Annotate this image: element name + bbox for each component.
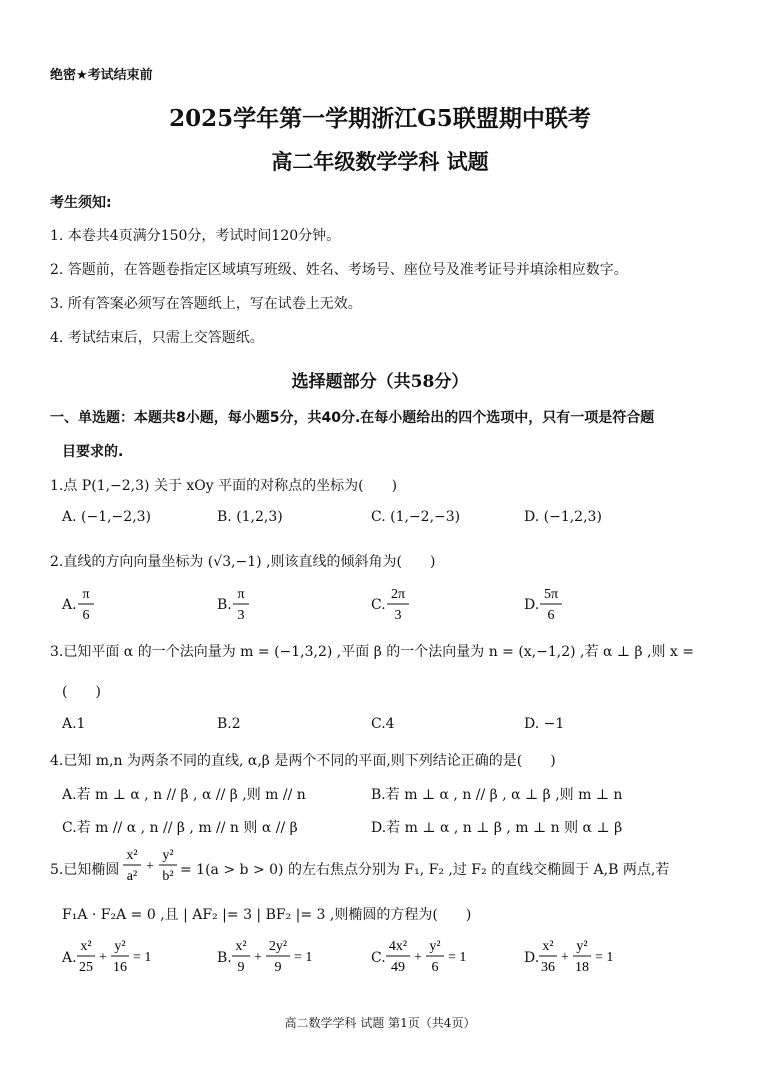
question-1-option-a: A. (−1,−2,3): [62, 509, 152, 525]
question-2-option-c: C.: [371, 597, 386, 613]
question-1-option-c: C. (1,−2,−3): [371, 509, 461, 525]
question-2-option-d: D.: [524, 597, 540, 613]
question-5-ellipse-equation: [122, 845, 180, 885]
plus-sign: +: [561, 950, 569, 965]
fraction-denominator: 6: [82, 608, 90, 623]
equals-one: = 1: [133, 950, 152, 965]
section-title: 选择题部分（共58分）: [291, 372, 469, 392]
fraction-denominator: 18: [575, 960, 589, 975]
notice-heading: 考生须知:: [50, 195, 112, 211]
fraction-numerator: 4x²: [388, 939, 408, 954]
fraction-denominator: 49: [391, 960, 405, 975]
fraction-numerator: y²: [162, 848, 174, 863]
fraction-denominator: 3: [237, 608, 245, 623]
equals-one: = 1: [595, 950, 614, 965]
notice-item-2: 2. 答题前，在答题卷指定区域填写班级、姓名、考场号、座位号及准考证号并填涂相应数字。: [50, 262, 628, 278]
question-5-option-b-equation: [231, 936, 327, 976]
question-2-option-d-fraction: [538, 584, 564, 624]
question-2-option-b-fraction: [231, 584, 251, 624]
question-2-option-a: A.: [62, 597, 77, 613]
fraction-numerator: 5π: [543, 587, 559, 602]
fraction-numerator: x²: [542, 939, 554, 954]
section-instruction-line1: 一、单选题：本题共8小题，每小题5分，共40分.在每小题给出的四个选项中，只有一项是符合题: [50, 410, 655, 426]
confidential-label: 绝密★考试结束前: [50, 68, 153, 83]
question-2-option-c-fraction: [385, 584, 411, 624]
fraction-numerator: x²: [80, 939, 92, 954]
notice-item-3: 3. 所有答案必须写在答题纸上，写在试卷上无效。: [50, 296, 362, 312]
fraction-numerator: y²: [114, 939, 126, 954]
question-5-option-c-equation: [385, 936, 481, 976]
question-5-option-d: D.: [524, 950, 540, 966]
question-2-stem: 2.直线的方向向量坐标为 (√3,−1) ,则该直线的倾斜角为( ): [50, 554, 436, 570]
question-3-stem: 3.已知平面 α 的一个法向量为 m = (−1,3,2) ,平面 β 的一个法向量为 n = (x,−1,2) ,若 α ⊥ β ,则 x =: [50, 644, 694, 660]
plus-sign: +: [99, 950, 107, 965]
plus-sign: +: [414, 950, 422, 965]
equals-one: = 1: [294, 950, 313, 965]
question-1-stem: 1.点 P(1,−2,3) 关于 xOy 平面的对称点的坐标为( ): [50, 478, 398, 494]
fraction-numerator: π: [82, 587, 90, 602]
question-1-option-d: D. (−1,2,3): [524, 509, 602, 525]
fraction-numerator: 2y²: [268, 939, 288, 954]
question-4-option-d: D.若 m ⊥ α , n ⊥ β , m ⊥ n 则 α ⊥ β: [371, 820, 623, 836]
fraction-numerator: y²: [576, 939, 588, 954]
equals-one: = 1: [448, 950, 467, 965]
fraction-numerator: x²: [235, 939, 247, 954]
plus-sign: +: [254, 950, 262, 965]
fraction-denominator: 9: [237, 960, 245, 975]
question-2-option-a-fraction: [76, 584, 96, 624]
question-2-option-b: B.: [217, 597, 232, 613]
exam-subtitle: 高二年级数学学科 试题: [271, 149, 489, 174]
question-5-stem-start: 5.已知椭圆: [50, 862, 120, 878]
fraction-numerator: x²: [126, 848, 138, 863]
fraction-denominator: 36: [541, 960, 555, 975]
section-instruction-line2: 目要求的.: [62, 444, 124, 460]
fraction-numerator: 2π: [390, 587, 406, 602]
fraction-denominator: 3: [394, 608, 402, 623]
question-5-stem-end: = 1(a > b > 0) 的左右焦点分别为 F₁, F₂ ,过 F₂ 的直线交椭圆于 A,B 两点,若: [180, 862, 670, 878]
question-5-stem-line2: F₁A · F₂A = 0 ,且 | AF₂ |= 3 | BF₂ |= 3 ,则椭圆的方程为( ): [62, 907, 472, 923]
fraction-denominator: 25: [79, 960, 93, 975]
question-4-option-c: C.若 m // α , n // β , m // n 则 α // β: [62, 820, 298, 836]
fraction-denominator: 9: [274, 960, 282, 975]
question-3-option-d: D. −1: [524, 716, 565, 732]
fraction-denominator: 16: [113, 960, 127, 975]
question-3-blank: ( ): [62, 684, 101, 700]
fraction-numerator: y²: [429, 939, 441, 954]
question-4-option-b: B.若 m ⊥ α , n // β , α ⊥ β ,则 m ⊥ n: [371, 787, 623, 803]
question-4-stem: 4.已知 m,n 为两条不同的直线, α,β 是两个不同的平面,则下列结论正确的是( ): [50, 753, 556, 769]
fraction-denominator: a²: [126, 869, 138, 884]
question-3-option-b: B.2: [217, 716, 241, 732]
question-5-option-b: B.: [217, 950, 232, 966]
exam-title: 2025学年第一学期浙江G5联盟期中联考: [169, 105, 591, 132]
question-5-option-c: C.: [371, 950, 386, 966]
fraction-denominator: 6: [547, 608, 555, 623]
question-5-option-d-equation: [538, 936, 628, 976]
notice-item-4: 4. 考试结束后，只需上交答题纸。: [50, 330, 264, 346]
fraction-numerator: π: [237, 587, 245, 602]
notice-item-1: 1. 本卷共4页满分150分，考试时间120分钟。: [50, 228, 341, 244]
question-5-option-a-equation: [76, 936, 166, 976]
question-5-option-a: A.: [62, 950, 77, 966]
question-4-option-a: A.若 m ⊥ α , n // β , α // β ,则 m // n: [62, 787, 306, 803]
question-3-option-a: A.1: [62, 716, 86, 732]
fraction-denominator: b²: [162, 869, 174, 884]
plus-sign: +: [146, 859, 154, 874]
fraction-denominator: 6: [431, 960, 439, 975]
page-footer: 高二数学学科 试题 第1页（共4页）: [284, 1016, 476, 1030]
question-1-option-b: B. (1,2,3): [217, 509, 283, 525]
question-3-option-c: C.4: [371, 716, 395, 732]
